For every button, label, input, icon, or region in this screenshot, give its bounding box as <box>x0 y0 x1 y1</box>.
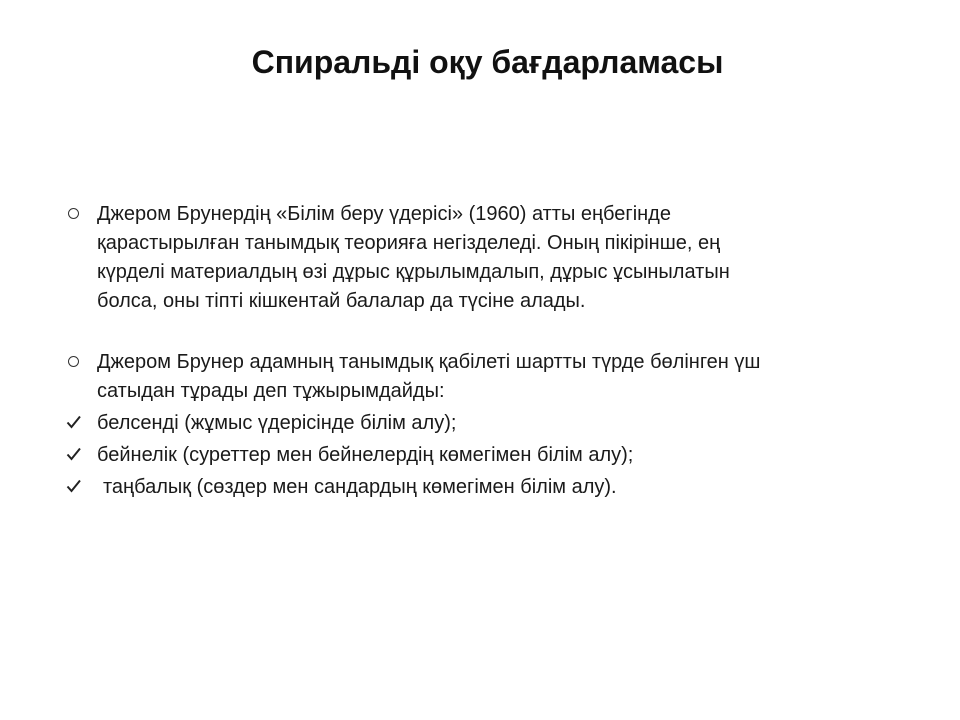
check-icon <box>66 441 90 470</box>
paragraph-line: қарастырылған танымдық теорияға негізделеді. Оның пікірінше, ең <box>97 232 721 254</box>
slide-title: Спиральді оқу бағдарламасы <box>251 44 724 80</box>
checklist-item-3 <box>66 473 906 502</box>
checklist-text: таңбалық (сөздер мен сандардың көмегімен білім алу). <box>103 476 617 498</box>
spacer <box>66 316 906 348</box>
circle-bullet-icon <box>66 200 90 229</box>
paragraph-line: күрделі материалдың өзі дұрыс құрылымдалып, дұрыс ұсынылатын <box>97 261 730 283</box>
checklist-item-2 <box>66 441 906 470</box>
paragraph-line: Джером Брунердің «Білім беру үдерісі» (1960) атты еңбегінде <box>97 203 671 225</box>
paragraph-1 <box>66 200 906 316</box>
check-icon <box>66 473 90 502</box>
paragraph-2 <box>66 348 906 406</box>
paragraph-line: болса, оны тіпті кішкентай балалар да түсіне алады. <box>97 290 586 312</box>
check-icon <box>66 409 90 438</box>
paragraph-line: сатыдан тұрады деп тұжырымдайды: <box>97 380 445 402</box>
checklist-item-1 <box>66 409 906 438</box>
paragraph-line: Джером Брунер адамның танымдық қабілеті шартты түрде бөлінген үш <box>97 351 761 373</box>
slide-content <box>66 200 906 502</box>
checklist-text: бейнелік (суреттер мен бейнелердің көмегімен білім алу); <box>97 444 634 466</box>
checklist-text: белсенді (жұмыс үдерісінде білім алу); <box>97 412 457 434</box>
circle-bullet-icon <box>66 348 90 377</box>
